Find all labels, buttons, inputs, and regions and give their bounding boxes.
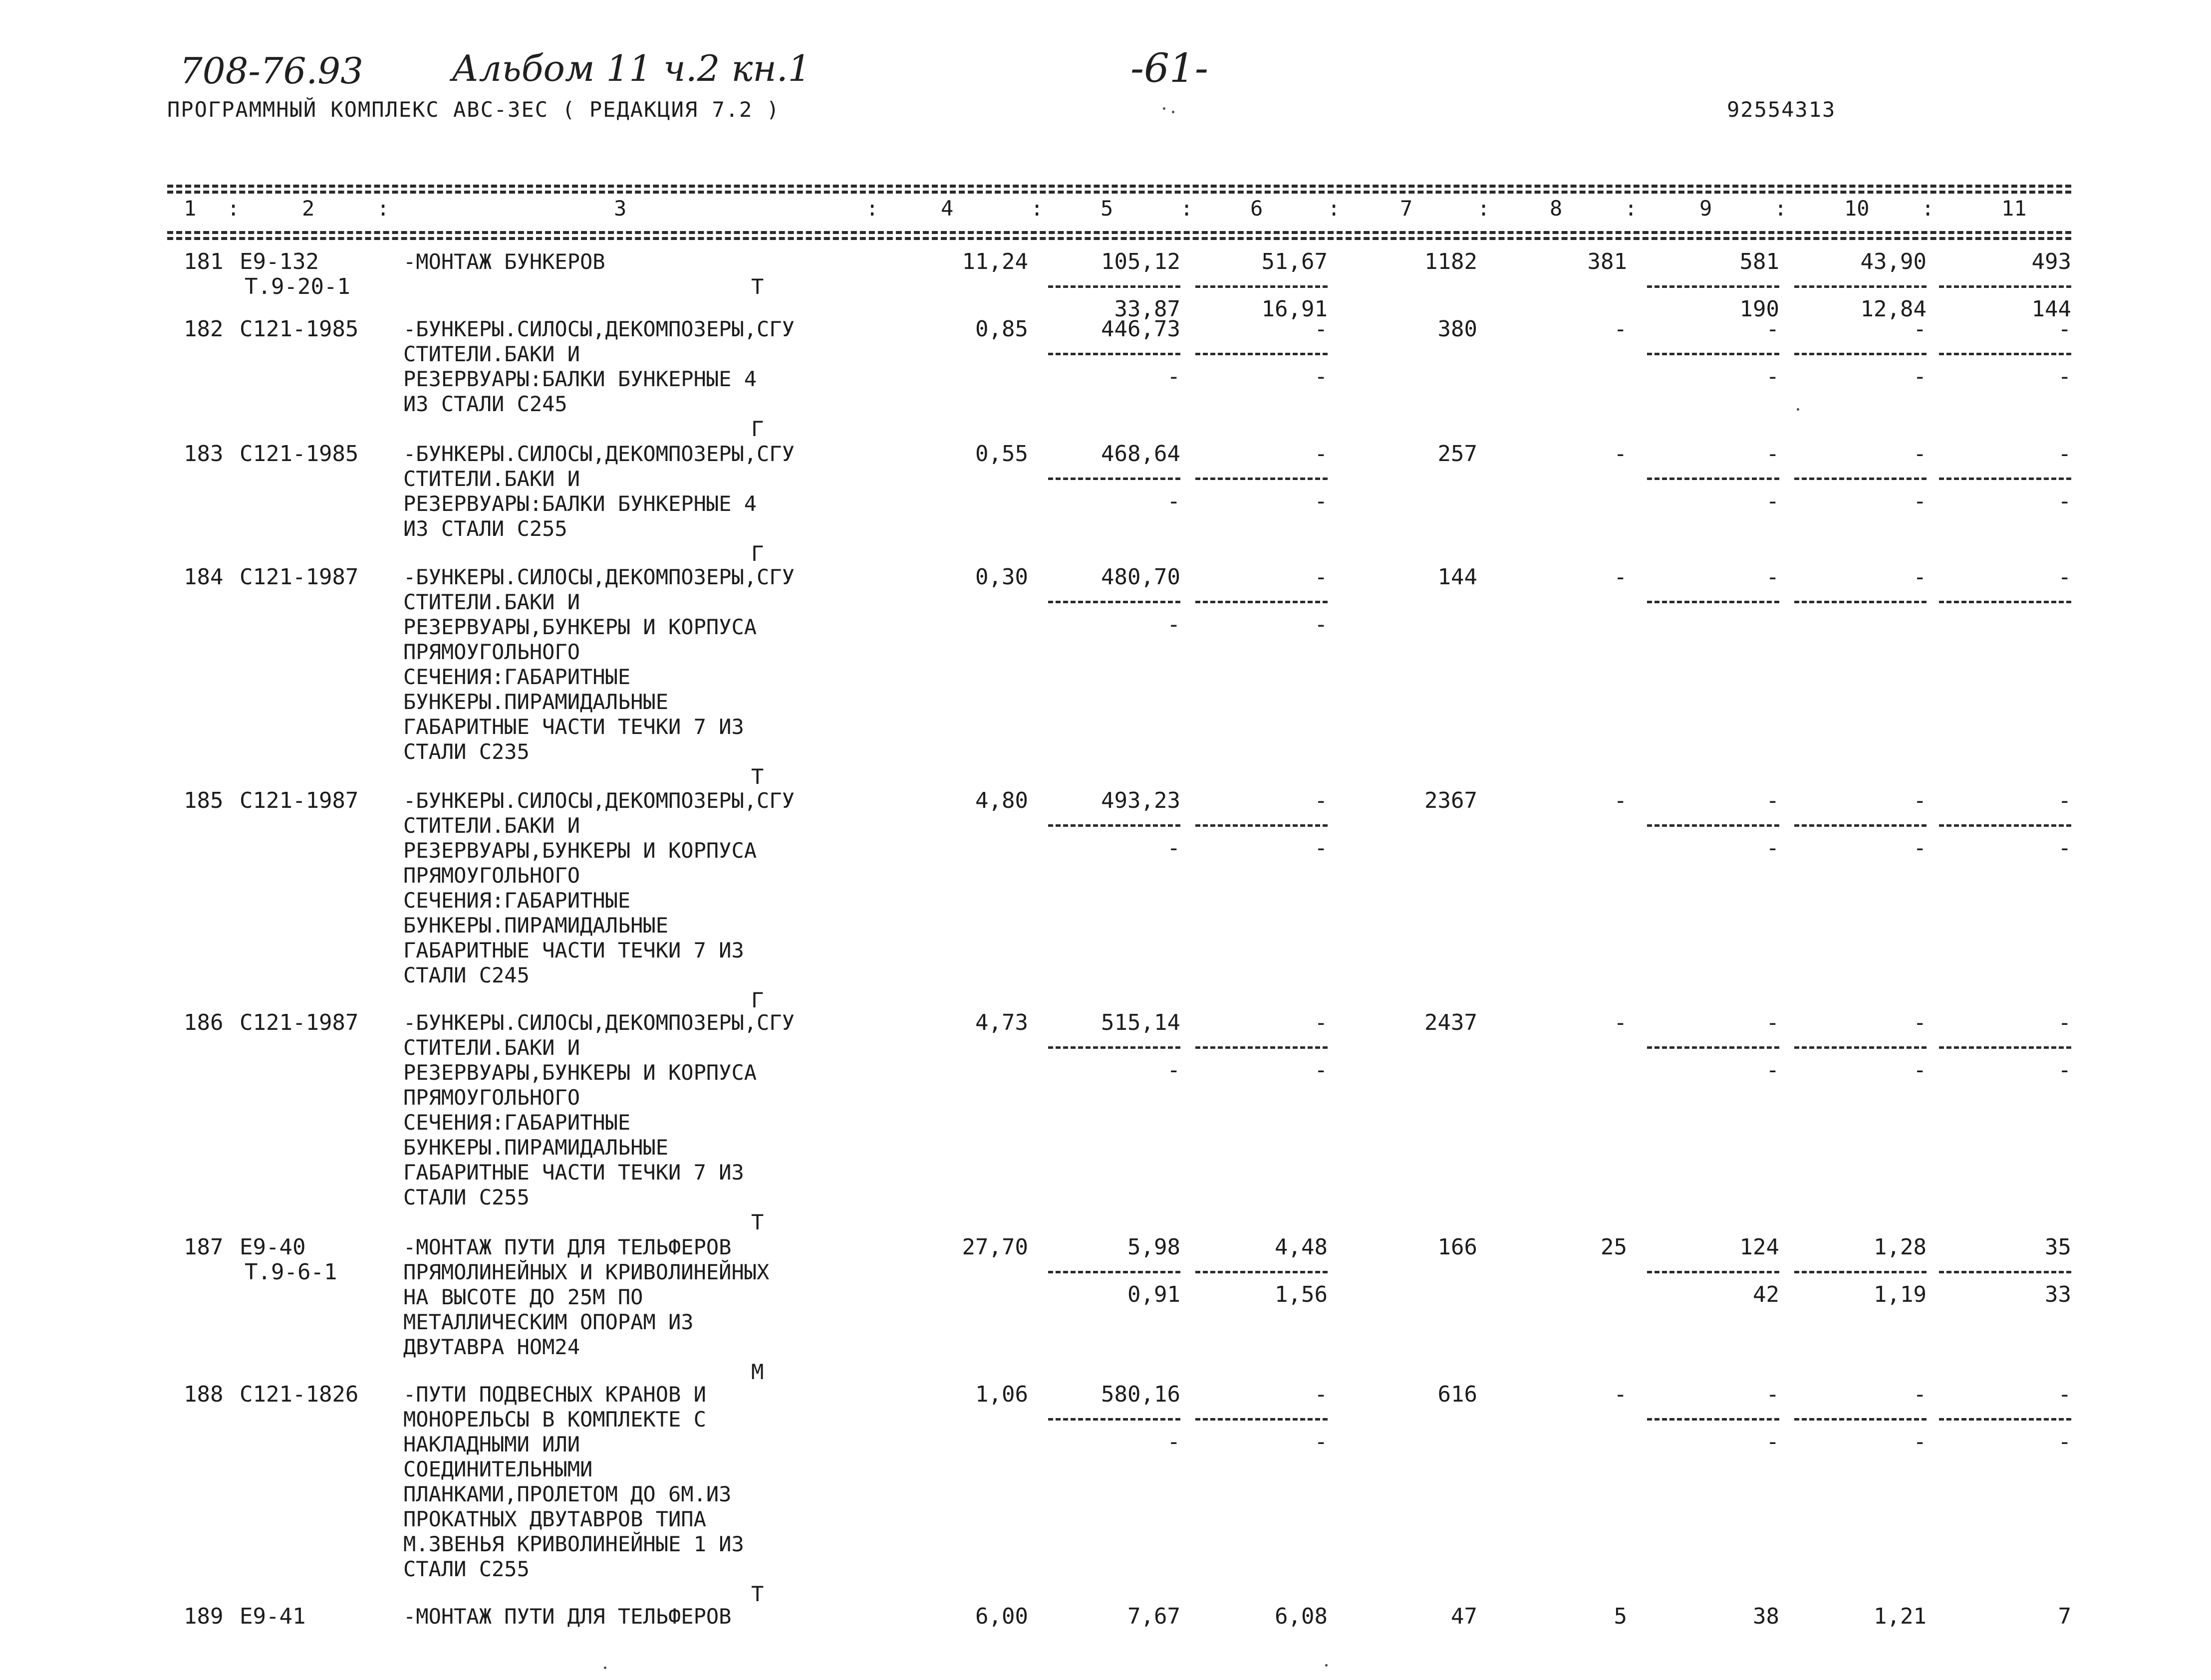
value-c10-lower: - — [1913, 1429, 1927, 1454]
value-c5: 446,73 — [1101, 316, 1180, 342]
row-mark: М — [751, 1360, 764, 1384]
table-header-rule — [167, 237, 2071, 240]
row-number: 185 — [184, 788, 224, 813]
description-line: СТАЛИ С245 — [403, 963, 530, 987]
col-header-7: 7 — [1400, 196, 1413, 221]
description-line: РЕЗЕРВУАРЫ,БУНКЕРЫ И КОРПУСА — [403, 1060, 757, 1085]
value-c7: 2437 — [1424, 1010, 1477, 1035]
col-header-9: 9 — [1699, 196, 1712, 221]
program-label: ПРОГРАММНЫЙ КОМПЛЕКС АВС-3ЕС ( РЕДАКЦИЯ 7.2 ) — [167, 97, 780, 122]
value-divider — [1794, 1046, 1927, 1049]
value-c11: - — [2058, 441, 2071, 467]
row-description — [403, 1382, 744, 1582]
value-c11-lower: 144 — [2031, 296, 2071, 322]
value-divider — [1195, 1046, 1328, 1049]
col-header-10: 10 — [1844, 196, 1870, 221]
value-c8: - — [1614, 441, 1627, 467]
row-mark: Г — [751, 988, 764, 1012]
value-c9-lower: - — [1766, 488, 1779, 514]
value-c5-lower: 0,91 — [1127, 1282, 1180, 1307]
col-sep: : — [377, 196, 390, 221]
row-mark: Г — [751, 417, 764, 441]
value-divider — [1048, 285, 1180, 288]
row-description — [403, 788, 795, 988]
col-sep: : — [866, 196, 879, 221]
value-c4: 11,24 — [962, 249, 1028, 274]
doc-id: 92554313 — [1727, 97, 1836, 122]
scan-speck — [1325, 1664, 1328, 1667]
value-c5: 5,98 — [1127, 1234, 1180, 1260]
value-divider — [1647, 601, 1779, 603]
description-line: СТИТЕЛИ.БАКИ И — [403, 1035, 580, 1060]
value-c6: 4,48 — [1275, 1234, 1328, 1260]
row-number: 187 — [184, 1234, 224, 1260]
value-divider — [1048, 1271, 1180, 1273]
col-header-8: 8 — [1550, 196, 1563, 221]
value-c10-lower: - — [1913, 1057, 1927, 1083]
value-c7: 380 — [1437, 316, 1477, 342]
description-line: БУНКЕРЫ.ПИРАМИДАЛЬНЫЕ — [403, 690, 669, 714]
scan-speck — [604, 1667, 606, 1669]
description-line: ПРОКАТНЫХ ДВУТАВРОВ ТИПА — [403, 1507, 706, 1531]
value-divider — [1195, 285, 1328, 288]
description-line: -МОНТАЖ ПУТИ ДЛЯ ТЕЛЬФЕРОВ — [403, 1235, 732, 1259]
col-sep: : — [227, 196, 240, 221]
value-c7: 616 — [1437, 1382, 1477, 1407]
value-c11-lower: - — [2058, 364, 2071, 389]
value-c10: - — [1913, 1010, 1927, 1035]
description-line: ИЗ СТАЛИ С245 — [403, 392, 567, 416]
row-description — [403, 565, 795, 764]
description-line: -БУНКЕРЫ.СИЛОСЫ,ДЕКОМПОЗЕРЫ,СГУ — [403, 565, 795, 589]
description-line: М.ЗВЕНЬЯ КРИВОЛИНЕЙНЫЕ 1 ИЗ — [403, 1532, 744, 1556]
value-c6: - — [1314, 316, 1328, 342]
value-c5: 515,14 — [1101, 1010, 1180, 1035]
description-line: МЕТАЛЛИЧЕСКИМ ОПОРАМ ИЗ — [403, 1310, 694, 1334]
row-code: С121-1985 — [240, 441, 359, 467]
row-mark: Т — [751, 764, 764, 789]
value-c11-lower: - — [2058, 835, 2071, 861]
value-c7: 144 — [1437, 564, 1477, 590]
col-sep: : — [1031, 196, 1044, 221]
col-header-3: 3 — [614, 196, 627, 221]
value-divider — [1647, 1271, 1779, 1273]
value-c11: - — [2058, 1382, 2071, 1407]
value-c10-lower: - — [1913, 835, 1927, 861]
value-divider — [1939, 478, 2071, 480]
value-divider — [1195, 1271, 1328, 1273]
value-c10: - — [1913, 1382, 1927, 1407]
value-c5: 580,16 — [1101, 1382, 1180, 1407]
row-description — [403, 249, 605, 274]
value-c5: 105,12 — [1101, 249, 1180, 274]
description-line: СТИТЕЛИ.БАКИ И — [403, 467, 580, 491]
row-number: 181 — [184, 249, 224, 274]
description-line: ГАБАРИТНЫЕ ЧАСТИ ТЕЧКИ 7 ИЗ — [403, 715, 744, 739]
value-divider — [1647, 1046, 1779, 1049]
value-c10: 1,28 — [1874, 1234, 1927, 1260]
value-c6-lower: - — [1314, 1429, 1328, 1454]
album-label: Альбом 11 ч.2 кн.1 — [452, 47, 811, 89]
value-c6: - — [1314, 1382, 1328, 1407]
value-divider — [1048, 353, 1180, 355]
description-line: СЕЧЕНИЯ:ГАБАРИТНЫЕ — [403, 665, 631, 689]
description-line: СТИТЕЛИ.БАКИ И — [403, 342, 580, 366]
value-c8: 25 — [1601, 1234, 1627, 1260]
value-c11-lower: 33 — [2045, 1282, 2071, 1307]
value-divider — [1048, 1418, 1180, 1421]
value-c4: 0,55 — [975, 441, 1028, 467]
scan-speck — [1172, 111, 1174, 113]
value-divider — [1048, 601, 1180, 603]
row-number: 189 — [184, 1604, 224, 1629]
description-line: ПРЯМОУГОЛЬНОГО — [403, 863, 580, 888]
value-c4: 4,73 — [975, 1010, 1028, 1035]
value-c4: 0,30 — [975, 564, 1028, 590]
value-c9-lower: - — [1766, 1429, 1779, 1454]
value-c7: 1182 — [1424, 249, 1477, 274]
row-code: С121-1987 — [240, 1010, 359, 1035]
value-divider — [1794, 478, 1927, 480]
col-header-4: 4 — [941, 196, 954, 221]
col-header-11: 11 — [2001, 196, 2027, 221]
value-c4: 0,85 — [975, 316, 1028, 342]
value-divider — [1794, 285, 1927, 288]
col-sep: : — [1922, 196, 1935, 221]
row-code: С121-1826 — [240, 1382, 359, 1407]
description-line: РЕЗЕРВУАРЫ:БАЛКИ БУНКЕРНЫЕ 4 — [403, 367, 757, 391]
value-c10: - — [1913, 441, 1927, 467]
value-c6-lower: - — [1314, 488, 1328, 514]
value-divider — [1647, 824, 1779, 827]
description-line: СЕЧЕНИЯ:ГАБАРИТНЫЕ — [403, 888, 631, 913]
description-line: БУНКЕРЫ.ПИРАМИДАЛЬНЫЕ — [403, 1135, 669, 1160]
value-c6-lower: - — [1314, 364, 1328, 389]
description-line: МОНОРЕЛЬСЫ В КОМПЛЕКТЕ С — [403, 1407, 706, 1432]
value-divider — [1195, 353, 1328, 355]
col-sep: : — [1477, 196, 1490, 221]
row-code-ref: Т.9-6-1 — [245, 1259, 337, 1285]
value-c10-lower: 1,19 — [1874, 1282, 1927, 1307]
value-divider — [1647, 1418, 1779, 1421]
col-sep: : — [1180, 196, 1193, 221]
value-divider — [1048, 824, 1180, 827]
value-c6-lower: 1,56 — [1275, 1282, 1328, 1307]
row-mark: Г — [751, 541, 764, 566]
value-divider — [1939, 824, 2071, 827]
description-line: СТАЛИ С235 — [403, 739, 530, 764]
value-c9: - — [1766, 1382, 1779, 1407]
value-c11: 7 — [2058, 1604, 2071, 1629]
value-c6-lower: - — [1314, 835, 1328, 861]
value-c11-lower: - — [2058, 1429, 2071, 1454]
description-line: ИЗ СТАЛИ С255 — [403, 516, 567, 541]
value-c10-lower: - — [1913, 488, 1927, 514]
row-code: С121-1985 — [240, 316, 359, 342]
description-line: -ПУТИ ПОДВЕСНЫХ КРАНОВ И — [403, 1382, 706, 1407]
value-divider — [1939, 1418, 2071, 1421]
description-line: НАКЛАДНЫМИ ИЛИ — [403, 1432, 580, 1456]
value-c5: 7,67 — [1127, 1604, 1180, 1629]
value-c6: - — [1314, 1010, 1328, 1035]
value-divider — [1195, 1418, 1328, 1421]
description-line: СОЕДИНИТЕЛЬНЫМИ — [403, 1457, 593, 1481]
value-c7: 47 — [1451, 1604, 1477, 1629]
value-c9: 38 — [1753, 1604, 1779, 1629]
description-line: СТИТЕЛИ.БАКИ И — [403, 590, 580, 614]
value-c9: 581 — [1739, 249, 1779, 274]
description-line: -БУНКЕРЫ.СИЛОСЫ,ДЕКОМПОЗЕРЫ,СГУ — [403, 442, 795, 466]
description-line: -БУНКЕРЫ.СИЛОСЫ,ДЕКОМПОЗЕРЫ,СГУ — [403, 1010, 795, 1035]
value-divider — [1794, 1418, 1927, 1421]
row-description — [403, 1235, 769, 1360]
value-c10-lower: 12,84 — [1860, 296, 1927, 322]
value-c6-lower: - — [1314, 1057, 1328, 1083]
description-line: ПРЯМОУГОЛЬНОГО — [403, 1085, 580, 1110]
value-c8: 381 — [1587, 249, 1627, 274]
value-c4: 6,00 — [975, 1604, 1028, 1629]
value-c11: 35 — [2045, 1234, 2071, 1260]
value-c5-lower: 33,87 — [1114, 296, 1180, 322]
description-line: ПРЯМОЛИНЕЙНЫХ И КРИВОЛИНЕЙНЫХ — [403, 1260, 770, 1284]
value-c10-lower: - — [1913, 364, 1927, 389]
value-divider — [1794, 353, 1927, 355]
row-code: Е9-132 — [240, 249, 319, 274]
value-c9-lower: - — [1766, 364, 1779, 389]
col-header-6: 6 — [1250, 196, 1263, 221]
value-c6-lower: - — [1314, 612, 1328, 637]
value-c9: - — [1766, 564, 1779, 590]
description-line: ПЛАНКАМИ,ПРОЛЕТОМ ДО 6М.ИЗ — [403, 1482, 732, 1506]
description-line: НА ВЫСОТЕ ДО 25М ПО — [403, 1285, 643, 1309]
page-number: -61- — [1130, 45, 1208, 91]
value-c5: 493,23 — [1101, 788, 1180, 813]
value-c8: - — [1614, 564, 1627, 590]
value-c8: - — [1614, 788, 1627, 813]
value-c6-lower: 16,91 — [1261, 296, 1328, 322]
value-divider — [1794, 1271, 1927, 1273]
value-c11: - — [2058, 788, 2071, 813]
description-line: ГАБАРИТНЫЕ ЧАСТИ ТЕЧКИ 7 ИЗ — [403, 938, 744, 962]
value-divider — [1195, 478, 1328, 480]
value-c8: 5 — [1614, 1604, 1627, 1629]
description-line: -БУНКЕРЫ.СИЛОСЫ,ДЕКОМПОЗЕРЫ,СГУ — [403, 317, 795, 341]
description-line: ГАБАРИТНЫЕ ЧАСТИ ТЕЧКИ 7 ИЗ — [403, 1160, 744, 1185]
table-header-rule — [167, 231, 2071, 234]
description-line: БУНКЕРЫ.ПИРАМИДАЛЬНЫЕ — [403, 913, 669, 938]
value-c5-lower: - — [1167, 612, 1180, 637]
row-description — [403, 1010, 795, 1210]
value-c11: - — [2058, 316, 2071, 342]
row-number: 186 — [184, 1010, 224, 1035]
value-divider — [1939, 285, 2071, 288]
value-c8: - — [1614, 316, 1627, 342]
row-mark: Т — [751, 1582, 764, 1606]
value-c6: 51,67 — [1261, 249, 1328, 274]
col-sep: : — [1625, 196, 1638, 221]
row-number: 188 — [184, 1382, 224, 1407]
doc-code: 708-76.93 — [180, 50, 363, 92]
col-sep: : — [1774, 196, 1787, 221]
value-divider — [1647, 285, 1779, 288]
value-divider — [1048, 1046, 1180, 1049]
value-c7: 166 — [1437, 1234, 1477, 1260]
value-divider — [1794, 824, 1927, 827]
description-line: -МОНТАЖ БУНКЕРОВ — [403, 249, 605, 274]
row-description — [403, 1604, 731, 1629]
value-divider — [1647, 353, 1779, 355]
value-c10: - — [1913, 788, 1927, 813]
row-code: Е9-40 — [240, 1234, 306, 1260]
value-c5-lower: - — [1167, 1057, 1180, 1083]
value-c10: 1,21 — [1874, 1604, 1927, 1629]
value-c5-lower: - — [1167, 835, 1180, 861]
row-number: 183 — [184, 441, 224, 467]
table-top-rule — [167, 191, 2071, 194]
description-line: РЕЗЕРВУАРЫ:БАЛКИ БУНКЕРНЫЕ 4 — [403, 491, 757, 516]
value-divider — [1939, 1046, 2071, 1049]
scan-speck — [1163, 107, 1165, 110]
value-divider — [1939, 1271, 2071, 1273]
value-c4: 4,80 — [975, 788, 1028, 813]
value-c5-lower: - — [1167, 488, 1180, 514]
row-description — [403, 317, 795, 417]
value-c4: 1,06 — [975, 1382, 1028, 1407]
value-divider — [1195, 601, 1328, 603]
value-c6: - — [1314, 564, 1328, 590]
value-divider — [1647, 478, 1779, 480]
value-c9: - — [1766, 316, 1779, 342]
table-top-rule — [167, 185, 2071, 188]
description-line: -МОНТАЖ ПУТИ ДЛЯ ТЕЛЬФЕРОВ — [403, 1604, 732, 1629]
value-c9: - — [1766, 788, 1779, 813]
value-c5: 480,70 — [1101, 564, 1180, 590]
col-header-2: 2 — [302, 196, 315, 221]
value-c5-lower: - — [1167, 1429, 1180, 1454]
value-c9-lower: 190 — [1739, 296, 1779, 322]
description-line: РЕЗЕРВУАРЫ,БУНКЕРЫ И КОРПУСА — [403, 838, 757, 863]
value-c11-lower: - — [2058, 488, 2071, 514]
description-line: ДВУТАВРА НОМ24 — [403, 1335, 580, 1359]
description-line: -БУНКЕРЫ.СИЛОСЫ,ДЕКОМПОЗЕРЫ,СГУ — [403, 788, 795, 813]
value-c6: - — [1314, 441, 1328, 467]
value-divider — [1048, 478, 1180, 480]
col-sep: : — [1328, 196, 1341, 221]
value-c11: 493 — [2031, 249, 2071, 274]
row-mark: Т — [751, 274, 764, 299]
description-line: СЕЧЕНИЯ:ГАБАРИТНЫЕ — [403, 1110, 631, 1135]
description-line: СТИТЕЛИ.БАКИ И — [403, 813, 580, 838]
value-c6: 6,08 — [1275, 1604, 1328, 1629]
description-line: СТАЛИ С255 — [403, 1185, 530, 1209]
scan-speck — [1797, 408, 1799, 411]
description-line: СТАЛИ С255 — [403, 1557, 530, 1581]
value-c10: - — [1913, 316, 1927, 342]
value-c10: 43,90 — [1860, 249, 1927, 274]
value-c7: 257 — [1437, 441, 1477, 467]
row-code-ref: Т.9-20-1 — [245, 274, 350, 299]
value-c9: - — [1766, 1010, 1779, 1035]
row-number: 184 — [184, 564, 224, 590]
row-description — [403, 442, 795, 541]
value-divider — [1794, 601, 1927, 603]
value-c8: - — [1614, 1010, 1627, 1035]
value-divider — [1939, 601, 2071, 603]
value-c9-lower: - — [1766, 1057, 1779, 1083]
value-c11: - — [2058, 564, 2071, 590]
value-c11-lower: - — [2058, 1057, 2071, 1083]
row-mark: Т — [751, 1210, 764, 1234]
description-line: ПРЯМОУГОЛЬНОГО — [403, 640, 580, 664]
col-header-1: 1 — [184, 196, 197, 221]
value-c7: 2367 — [1424, 788, 1477, 813]
description-line: РЕЗЕРВУАРЫ,БУНКЕРЫ И КОРПУСА — [403, 615, 757, 639]
value-c10: - — [1913, 564, 1927, 590]
value-c8: - — [1614, 1382, 1627, 1407]
value-divider — [1195, 824, 1328, 827]
row-code: Е9-41 — [240, 1604, 306, 1629]
value-divider — [1939, 353, 2071, 355]
row-code: С121-1987 — [240, 788, 359, 813]
value-c6: - — [1314, 788, 1328, 813]
value-c9-lower: 42 — [1753, 1282, 1779, 1307]
value-c9: - — [1766, 441, 1779, 467]
col-header-5: 5 — [1101, 196, 1113, 221]
value-c5-lower: - — [1167, 364, 1180, 389]
value-c4: 27,70 — [962, 1234, 1028, 1260]
row-number: 182 — [184, 316, 224, 342]
value-c9: 124 — [1739, 1234, 1779, 1260]
row-code: С121-1987 — [240, 564, 359, 590]
value-c9-lower: - — [1766, 835, 1779, 861]
value-c11: - — [2058, 1010, 2071, 1035]
value-c5: 468,64 — [1101, 441, 1180, 467]
